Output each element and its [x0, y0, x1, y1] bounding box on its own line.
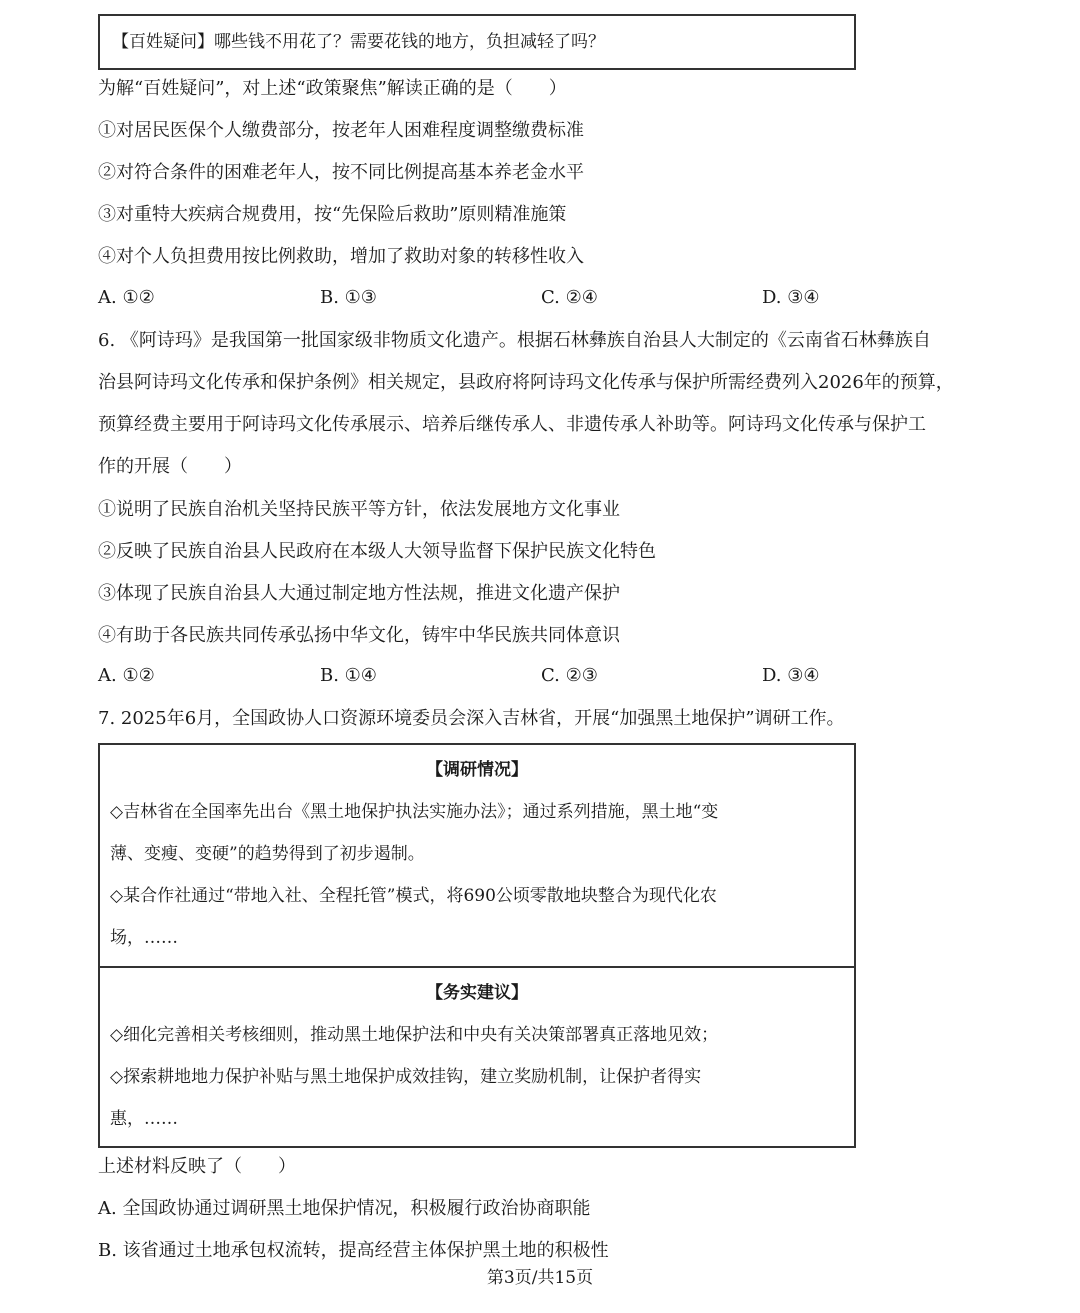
- survey-line-4: 场，……: [110, 928, 178, 948]
- survey-line-3: ◇某合作社通过“带地入社、全程托管”模式，将690公顷零散地块整合为现代化农: [110, 886, 717, 906]
- q5-stem: 为解“百姓疑问”，对上述“政策聚焦”解读正确的是（ ）: [98, 78, 567, 99]
- q5-option-c: C. ②④: [541, 287, 598, 308]
- q5-item-4: ④对个人负担费用按比例救助，增加了救助对象的转移性收入: [98, 246, 584, 267]
- q5-option-d: D. ③④: [762, 287, 820, 308]
- q7-option-b: B. 该省通过土地承包权流转，提高经营主体保护黑土地的积极性: [98, 1240, 609, 1261]
- q5-item-3: ③对重特大疾病合规费用，按“先保险后救助”原则精准施策: [98, 204, 567, 225]
- q6-option-b: B. ①④: [320, 665, 377, 686]
- survey-line-1: ◇吉林省在全国率先出台《黑土地保护执法实施办法》；通过系列措施，黑土地“变: [110, 802, 719, 822]
- advice-line-1: ◇细化完善相关考核细则，推动黑土地保护法和中央有关决策部署真正落地见效；: [110, 1025, 719, 1045]
- q6-line-3: 预算经费主要用于阿诗玛文化传承展示、培养后继传承人、非遗传承人补助等。阿诗玛文化传承与保护工: [98, 414, 926, 435]
- q5-item-1: ①对居民医保个人缴费部分，按老年人困难程度调整缴费标准: [98, 120, 584, 141]
- advice-line-3: 惠，……: [110, 1109, 178, 1129]
- q6-item-1: ①说明了民族自治机关坚持民族平等方针，依法发展地方文化事业: [98, 499, 620, 520]
- q5-option-a: A. ①②: [98, 287, 155, 308]
- q7-question: 上述材料反映了（ ）: [98, 1156, 296, 1177]
- top-box-text: 【百姓疑问】哪些钱不用花了？需要花钱的地方，负担减轻了吗？: [112, 32, 605, 52]
- q6-option-a: A. ①②: [98, 665, 155, 686]
- survey-title: 【调研情况】: [426, 760, 528, 780]
- q6-item-2: ②反映了民族自治县人民政府在本级人大领导监督下保护民族文化特色: [98, 541, 656, 562]
- page-footer: 第3页/共15页: [486, 1268, 594, 1288]
- q7-stem: 7. 2025年6月，全国政协人口资源环境委员会深入吉林省，开展“加强黑土地保护”调研工作。: [98, 708, 845, 729]
- q5-option-b: B. ①③: [320, 287, 377, 308]
- q6-line-4: 作的开展（ ）: [98, 456, 242, 477]
- advice-title: 【务实建议】: [426, 983, 528, 1003]
- survey-line-2: 薄、变瘦、变硬”的趋势得到了初步遏制。: [110, 844, 425, 864]
- q7-option-a: A. 全国政协通过调研黑土地保护情况，积极履行政治协商职能: [98, 1198, 591, 1219]
- q6-line-1: 6. 《阿诗玛》是我国第一批国家级非物质文化遗产。根据石林彝族自治县人大制定的《云南省石林彝族自: [98, 330, 931, 351]
- q6-option-d: D. ③④: [762, 665, 820, 686]
- q6-option-c: C. ②③: [541, 665, 598, 686]
- q5-item-2: ②对符合条件的困难老年人，按不同比例提高基本养老金水平: [98, 162, 584, 183]
- q6-line-2: 治县阿诗玛文化传承和保护条例》相关规定，县政府将阿诗玛文化传承与保护所需经费列入2026年的预算，: [98, 372, 954, 393]
- q6-item-3: ③体现了民族自治县人大通过制定地方性法规，推进文化遗产保护: [98, 583, 620, 604]
- advice-line-2: ◇探索耕地地力保护补贴与黑土地保护成效挂钩，建立奖励机制，让保护者得实: [110, 1067, 702, 1087]
- q6-item-4: ④有助于各民族共同传承弘扬中华文化，铸牢中华民族共同体意识: [98, 625, 620, 646]
